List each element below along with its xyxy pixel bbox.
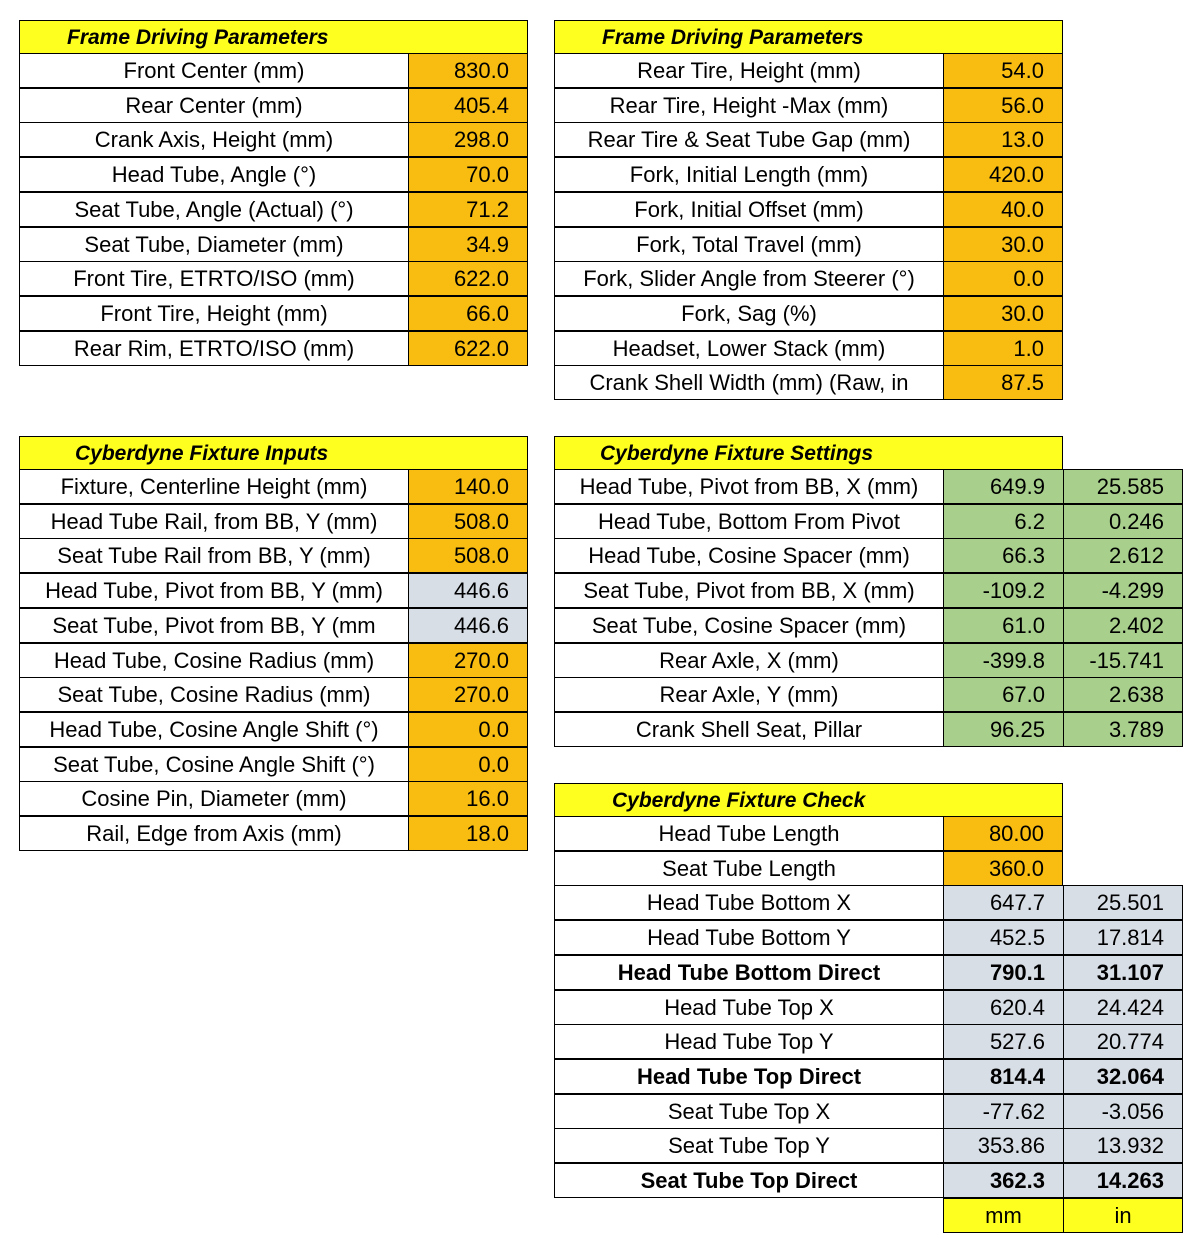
- value-mm: 790.1: [943, 955, 1064, 990]
- value-mm: 814.4: [943, 1059, 1064, 1094]
- value-mm: 61.0: [943, 608, 1064, 643]
- row-value: 508.0: [408, 538, 528, 573]
- value-in: 2.638: [1063, 677, 1183, 712]
- value-mm: -399.8: [943, 643, 1064, 678]
- row-label: Crank Shell Seat, Pillar: [554, 712, 944, 747]
- row-value: 0.0: [408, 747, 528, 782]
- value-in: 13.932: [1063, 1128, 1183, 1163]
- row-value: 54.0: [943, 53, 1063, 88]
- row-label: Rear Axle, X (mm): [554, 643, 944, 678]
- unit-in-label: in: [1063, 1198, 1183, 1233]
- row-value: 446.6: [408, 573, 528, 608]
- row-label: Rear Axle, Y (mm): [554, 677, 944, 712]
- row-label: Rear Tire & Seat Tube Gap (mm): [554, 122, 944, 157]
- value-mm: 66.3: [943, 538, 1064, 573]
- row-value: 270.0: [408, 643, 528, 678]
- value-in: 25.501: [1063, 885, 1183, 920]
- row-label: Front Center (mm): [19, 53, 409, 88]
- row-value: 1.0: [943, 331, 1063, 366]
- value-in: 17.814: [1063, 920, 1183, 955]
- row-value: 270.0: [408, 677, 528, 712]
- table-title: Cyberdyne Fixture Check: [554, 783, 1063, 817]
- row-value: 13.0: [943, 122, 1063, 157]
- value-in: 32.064: [1063, 1059, 1183, 1094]
- row-value: 30.0: [943, 296, 1063, 331]
- row-label: Head Tube Top Y: [554, 1024, 944, 1059]
- row-value: 298.0: [408, 122, 528, 157]
- row-label: Head Tube, Cosine Spacer (mm): [554, 538, 944, 573]
- row-label: Head Tube Bottom Y: [554, 920, 944, 955]
- row-label: Crank Shell Width (mm) (Raw, in: [554, 365, 944, 400]
- row-label: Head Tube, Pivot from BB, Y (mm): [19, 573, 409, 608]
- row-value: 70.0: [408, 157, 528, 192]
- row-value: 622.0: [408, 261, 528, 296]
- value-mm: -77.62: [943, 1094, 1064, 1129]
- value-in: 24.424: [1063, 990, 1183, 1025]
- value-mm: 96.25: [943, 712, 1064, 747]
- row-label: Rear Tire, Height -Max (mm): [554, 88, 944, 123]
- row-label: Seat Tube Top X: [554, 1094, 944, 1129]
- table-title: Cyberdyne Fixture Settings: [554, 436, 1063, 470]
- row-label: Fork, Initial Offset (mm): [554, 192, 944, 227]
- row-value: 0.0: [943, 261, 1063, 296]
- value-mm: 647.7: [943, 885, 1064, 920]
- row-value: 16.0: [408, 781, 528, 816]
- row-label: Seat Tube Top Direct: [554, 1163, 944, 1198]
- value-mm: 6.2: [943, 504, 1064, 539]
- row-label: Rear Rim, ETRTO/ISO (mm): [19, 331, 409, 366]
- row-label: Rear Tire, Height (mm): [554, 53, 944, 88]
- row-label: Seat Tube Length: [554, 851, 944, 886]
- row-value: 18.0: [408, 816, 528, 851]
- row-value: 56.0: [943, 88, 1063, 123]
- value-in: 0.246: [1063, 504, 1183, 539]
- table-title: Frame Driving Parameters: [554, 20, 1063, 54]
- row-value: 40.0: [943, 192, 1063, 227]
- value-mm: 452.5: [943, 920, 1064, 955]
- value-mm: 527.6: [943, 1024, 1064, 1059]
- row-label: Headset, Lower Stack (mm): [554, 331, 944, 366]
- value-in: 3.789: [1063, 712, 1183, 747]
- row-value: 830.0: [408, 53, 528, 88]
- row-label: Seat Tube Top Y: [554, 1128, 944, 1163]
- row-value: 80.00: [943, 816, 1063, 851]
- value-in: 2.612: [1063, 538, 1183, 573]
- row-value: 360.0: [943, 851, 1063, 886]
- row-label: Head Tube, Angle (°): [19, 157, 409, 192]
- row-label: Rear Center (mm): [19, 88, 409, 123]
- row-label: Seat Tube, Cosine Angle Shift (°): [19, 747, 409, 782]
- row-label: Seat Tube, Angle (Actual) (°): [19, 192, 409, 227]
- value-in: 31.107: [1063, 955, 1183, 990]
- row-label: Fork, Slider Angle from Steerer (°): [554, 261, 944, 296]
- row-value: 71.2: [408, 192, 528, 227]
- value-mm: 362.3: [943, 1163, 1064, 1198]
- unit-mm-label: mm: [943, 1198, 1064, 1233]
- row-label: Head Tube Length: [554, 816, 944, 851]
- row-label: Seat Tube, Cosine Spacer (mm): [554, 608, 944, 643]
- row-label: Head Tube Bottom X: [554, 885, 944, 920]
- row-label: Fork, Initial Length (mm): [554, 157, 944, 192]
- row-label: Fixture, Centerline Height (mm): [19, 469, 409, 504]
- row-label: Front Tire, Height (mm): [19, 296, 409, 331]
- row-label: Head Tube Top Direct: [554, 1059, 944, 1094]
- value-in: -15.741: [1063, 643, 1183, 678]
- row-value: 30.0: [943, 227, 1063, 262]
- row-label: Head Tube, Cosine Radius (mm): [19, 643, 409, 678]
- value-in: 2.402: [1063, 608, 1183, 643]
- row-value: 87.5: [943, 365, 1063, 400]
- row-label: Seat Tube, Cosine Radius (mm): [19, 677, 409, 712]
- row-label: Head Tube, Pivot from BB, X (mm): [554, 469, 944, 504]
- table-title: Cyberdyne Fixture Inputs: [19, 436, 528, 470]
- value-mm: 67.0: [943, 677, 1064, 712]
- value-mm: -109.2: [943, 573, 1064, 608]
- table-title: Frame Driving Parameters: [19, 20, 528, 54]
- row-label: Fork, Total Travel (mm): [554, 227, 944, 262]
- value-in: 20.774: [1063, 1024, 1183, 1059]
- row-label: Rail, Edge from Axis (mm): [19, 816, 409, 851]
- row-label: Seat Tube, Pivot from BB, X (mm): [554, 573, 944, 608]
- row-value: 420.0: [943, 157, 1063, 192]
- value-in: -3.056: [1063, 1094, 1183, 1129]
- row-label: Head Tube Top X: [554, 990, 944, 1025]
- row-value: 446.6: [408, 608, 528, 643]
- value-mm: 353.86: [943, 1128, 1064, 1163]
- row-label: Crank Axis, Height (mm): [19, 122, 409, 157]
- row-label: Seat Tube, Diameter (mm): [19, 227, 409, 262]
- row-label: Head Tube Bottom Direct: [554, 955, 944, 990]
- row-label: Fork, Sag (%): [554, 296, 944, 331]
- row-label: Cosine Pin, Diameter (mm): [19, 781, 409, 816]
- row-value: 0.0: [408, 712, 528, 747]
- row-value: 622.0: [408, 331, 528, 366]
- value-mm: 620.4: [943, 990, 1064, 1025]
- row-value: 66.0: [408, 296, 528, 331]
- row-label: Seat Tube Rail from BB, Y (mm): [19, 538, 409, 573]
- row-value: 34.9: [408, 227, 528, 262]
- row-label: Head Tube Rail, from BB, Y (mm): [19, 504, 409, 539]
- value-in: 14.263: [1063, 1163, 1183, 1198]
- row-value: 140.0: [408, 469, 528, 504]
- value-in: -4.299: [1063, 573, 1183, 608]
- row-label: Head Tube, Bottom From Pivot: [554, 504, 944, 539]
- row-label: Front Tire, ETRTO/ISO (mm): [19, 261, 409, 296]
- row-label: Head Tube, Cosine Angle Shift (°): [19, 712, 409, 747]
- row-label: Seat Tube, Pivot from BB, Y (mm: [19, 608, 409, 643]
- value-mm: 649.9: [943, 469, 1064, 504]
- row-value: 508.0: [408, 504, 528, 539]
- row-value: 405.4: [408, 88, 528, 123]
- value-in: 25.585: [1063, 469, 1183, 504]
